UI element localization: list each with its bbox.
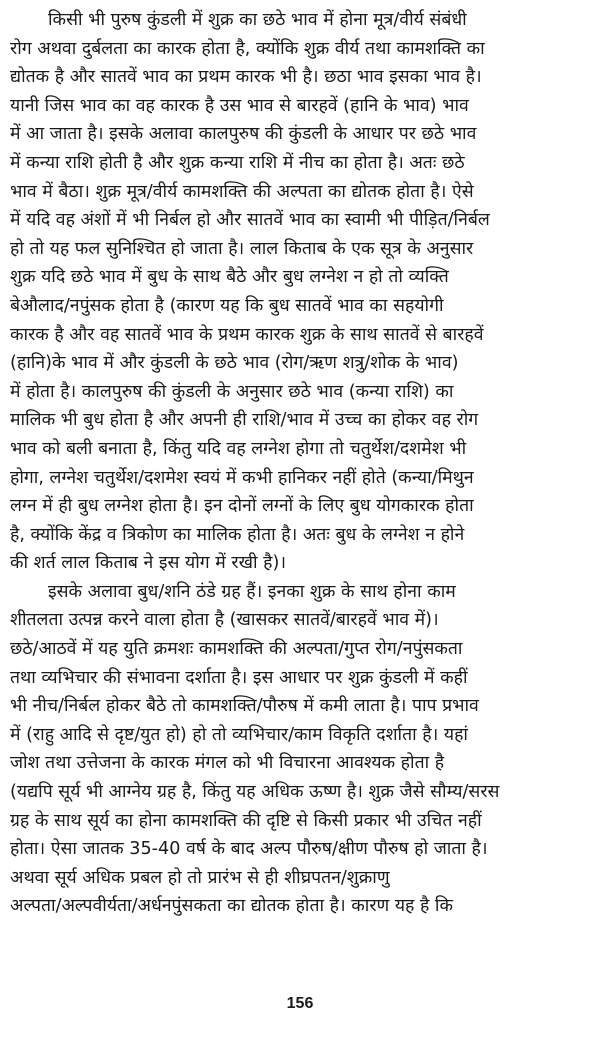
text-line: रोग अथवा दुर्बलता का कारक होता है, क्योंकि शुक्र वीर्य तथा कामशक्ति का bbox=[10, 38, 485, 59]
text-line: यानी जिस भाव का वह कारक है उस भाव से बारहवें (हानि के भाव) भाव bbox=[10, 95, 469, 116]
text-line: छठे/आठवें में यह युति क्रमशः कामशक्ति की अल्पता/गुप्त रोग/नपुंसकता bbox=[10, 639, 463, 660]
text-line: होता। ऐसा जातक 35-40 वर्ष के बाद अल्प पौरुष/क्षीण पौरुष हो जाता है। bbox=[10, 839, 488, 860]
text-line: तथा व्यभिचार की संभावना दर्शाता है। इस आधार पर शुक्र कुंडली में कहीं bbox=[10, 667, 468, 688]
text-line: में कन्या राशि होती है और शुक्र कन्या राशि में नीच का होता है। अतः छठे bbox=[10, 152, 465, 173]
paragraph-1 bbox=[10, 6, 590, 578]
text-line: कारक है और वह सातवें भाव के प्रथम कारक शुक्र के साथ सातवें से बारहवें bbox=[10, 324, 484, 345]
text-line: होगा, लग्नेश चतुर्थेश/दशमेश स्वयं में कभी हानिकर नहीं होते (कन्या/मिथुन bbox=[10, 467, 474, 488]
text-line: शीतलता उत्पन्न करने वाला होता है (खासकर सातवें/बारहवें भाव में)। bbox=[10, 610, 439, 631]
text-line: में (राहु आदि से दृष्ट/युत हो) हो तो व्यभिचार/काम विकृति दर्शाता है। यहां bbox=[10, 724, 468, 745]
text-line: (हानि)के भाव में और कुंडली के छठे भाव (रोग/ऋण शत्रु/शोक के भाव) bbox=[10, 353, 459, 374]
text-line: ग्रह के साथ सूर्य का होना कामशक्ति की दृष्टि से किसी प्रकार भी उचित नहीं bbox=[10, 810, 482, 831]
text-line: (यद्यपि सूर्य भी आग्नेय ग्रह है, किंतु यह अधिक ऊष्ण है। शुक्र जैसे सौम्य/सरस bbox=[10, 782, 500, 803]
text-line: मालिक भी बुध होता है और अपनी ही राशि/भाव में उच्च का होकर वह रोग bbox=[10, 410, 479, 431]
text-line: में यदि वह अंशों में भी निर्बल हो और सातवें भाव का स्वामी भी पीड़ित/निर्बल bbox=[10, 210, 490, 231]
text-line: अल्पता/अल्पवीर्यता/अर्धनपुंसकता का द्योतक होता है। कारण यह है कि bbox=[10, 896, 453, 917]
text-line: बेऔलाद/नपुंसक होता है (कारण यह कि बुध सातवें भाव का सहयोगी bbox=[10, 295, 444, 316]
text-line: भी नीच/निर्बल होकर बैठे तो कामशक्ति/पौरुष में कमी लाता है। पाप प्रभाव bbox=[10, 696, 479, 717]
text-line: अथवा सूर्य अधिक प्रबल हो तो प्रारंभ से ही शीघ्रपतन/शुक्राणु bbox=[10, 867, 390, 888]
text-line: में आ जाता है। इसके अलावा कालपुरुष की कुंडली के आधार पर छठे भाव bbox=[10, 124, 477, 145]
text-line: की शर्त लाल किताब ने इस योग में रखी है)। bbox=[10, 553, 287, 574]
text-line: हो तो यह फल सुनिश्चित हो जाता है। लाल किताब के एक सूत्र के अनुसार bbox=[10, 238, 474, 259]
paragraph-2 bbox=[10, 578, 590, 921]
text-line: जोश तथा उत्तेजना के कारक मंगल को भी विचारना आवश्यक होता है bbox=[10, 753, 445, 774]
text-line: द्योतक है और सातवें भाव का प्रथम कारक भी है। छठा भाव इसका भाव है। bbox=[10, 67, 482, 88]
text-line: इसके अलावा बुध/शनि ठंडे ग्रह हैं। इनका शुक्र के साथ होना काम bbox=[48, 581, 456, 602]
text-line: शुक्र यदि छठे भाव में बुध के साथ बैठे और बुध लग्नेश न हो तो व्यक्ति bbox=[10, 267, 449, 288]
text-line: है, क्योंकि केंद्र व त्रिकोण का मालिक होता है। अतः बुध के लग्नेश न होने bbox=[10, 524, 465, 545]
page-number: 156 bbox=[286, 995, 314, 1012]
text-line: में होता है। कालपुरुष की कुंडली के अनुसार छठे भाव (कन्या राशि) का bbox=[10, 381, 454, 402]
text-line: भाव को बली बनाता है, किंतु यदि वह लग्नेश होगा तो चतुर्थेश/दशमेश भी bbox=[10, 438, 467, 459]
text-line: किसी भी पुरुष कुंडली में शुक्र का छठे भाव में होना मूत्र/वीर्य संबंधी bbox=[48, 10, 467, 30]
text-line: भाव में बैठा। शुक्र मूत्र/वीर्य कामशक्ति की अल्पता का द्योतक होता है। ऐसे bbox=[10, 181, 474, 202]
text-line: लग्न में ही बुध लग्नेश होता है। इन दोनों लग्नों के लिए बुध योगकारक होता bbox=[10, 496, 474, 517]
